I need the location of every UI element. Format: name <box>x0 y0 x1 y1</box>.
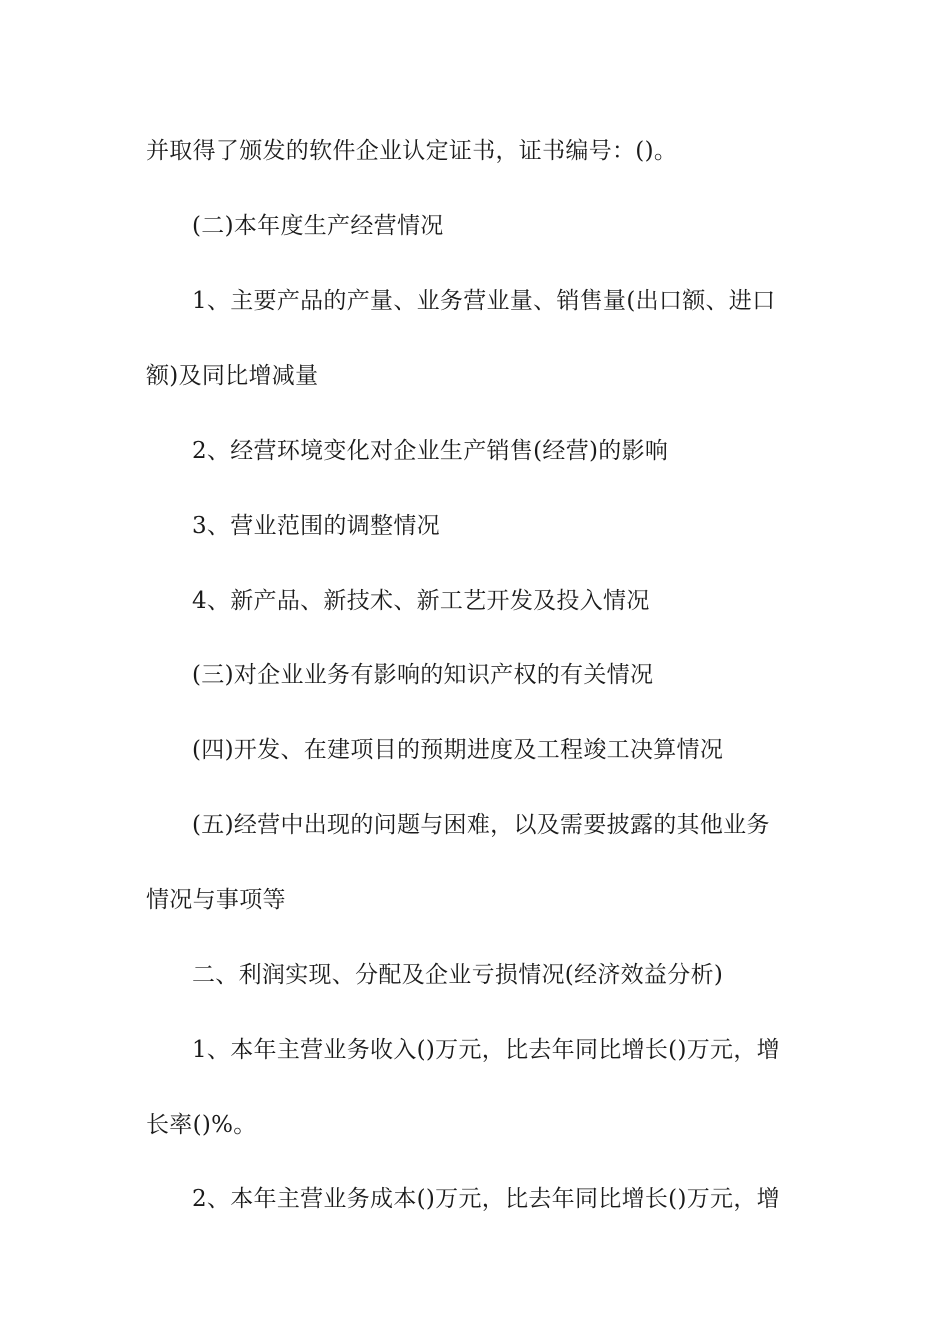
profit-item-1: 1、本年主营业务收入()万元，比去年同比增长()万元，增 <box>192 1037 780 1063</box>
list-item-2: 2、经营环境变化对企业生产销售(经营)的影响 <box>192 438 669 464</box>
paragraph-line-1: 并取得了颁发的软件企业认定证书，证书编号：()。 <box>146 138 678 164</box>
chapter-heading-2: 二、利润实现、分配及企业亏损情况(经济效益分析) <box>192 962 724 988</box>
section-heading-4: (四)开发、在建项目的预期进度及工程竣工决算情况 <box>192 737 724 763</box>
section-heading-2: (二)本年度生产经营情况 <box>192 213 444 239</box>
list-item-1: 1、主要产品的产量、业务营业量、销售量(出口额、进口 <box>192 288 776 314</box>
section-heading-3: (三)对企业业务有影响的知识产权的有关情况 <box>192 662 654 688</box>
profit-item-1-continued: 长率()%。 <box>146 1112 257 1138</box>
profit-item-2: 2、本年主营业务成本()万元，比去年同比增长()万元，增 <box>192 1186 780 1212</box>
section-heading-5-continued: 情况与事项等 <box>146 887 286 913</box>
list-item-3: 3、营业范围的调整情况 <box>192 513 440 539</box>
list-item-1-continued: 额)及同比增减量 <box>146 363 319 389</box>
section-heading-5: (五)经营中出现的问题与困难，以及需要披露的其他业务 <box>192 812 770 838</box>
list-item-4: 4、新产品、新技术、新工艺开发及投入情况 <box>192 588 650 614</box>
